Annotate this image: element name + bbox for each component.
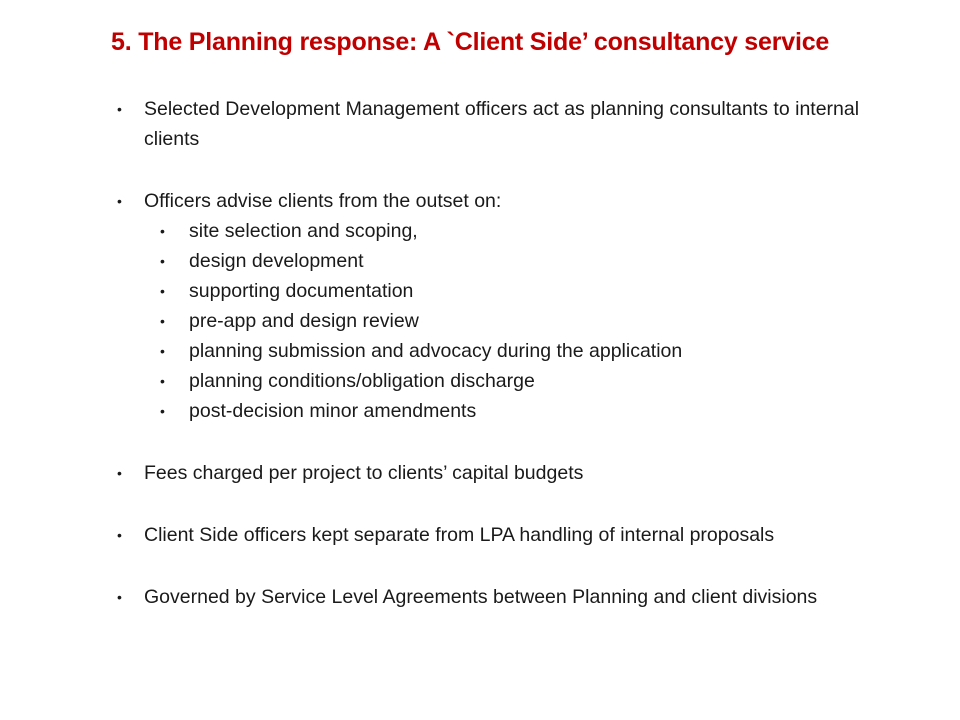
slide-title: 5. The Planning response: A `Client Side’ consultancy service (111, 28, 830, 56)
sub-bullet-text: design development (189, 250, 364, 272)
sub-bullet-point (0, 336, 889, 366)
bullet-text: Selected Development Management officers act as planning consultants to internal clients (144, 98, 860, 150)
sub-bullet-point (0, 306, 889, 336)
bullet-point (0, 94, 884, 154)
bullet-point (0, 582, 884, 612)
bullet-text: Officers advise clients from the outset on: (144, 190, 502, 212)
bullet-icon: • (160, 223, 165, 239)
bullet-text: Fees charged per project to clients’ capital budgets (144, 462, 584, 484)
bullet-point (0, 458, 884, 488)
bullet-icon: • (160, 283, 165, 299)
bullet-icon: • (117, 465, 122, 481)
bullet-icon: • (117, 101, 122, 117)
bullet-icon: • (160, 403, 165, 419)
bullet-icon: • (160, 373, 165, 389)
bullet-icon: • (160, 313, 165, 329)
bullet-icon: • (160, 343, 165, 359)
bullet-icon: • (117, 193, 122, 209)
bullet-icon: • (160, 253, 165, 269)
bullet-text: Governed by Service Level Agreements between Planning and client divisions (144, 586, 818, 608)
sub-bullet-point (0, 366, 889, 396)
bullet-text: Client Side officers kept separate from LPA handling of internal proposals (144, 524, 775, 546)
bullet-point (0, 520, 884, 550)
sub-bullet-point (0, 246, 889, 276)
sub-bullet-point (0, 396, 889, 426)
sub-bullet-text: planning submission and advocacy during the application (189, 340, 683, 362)
sub-bullet-point (0, 276, 889, 306)
bullet-icon: • (117, 589, 122, 605)
sub-bullet-text: pre-app and design review (189, 310, 419, 332)
bullet-point (0, 186, 884, 216)
bullet-list (0, 94, 960, 612)
sub-bullet-text: site selection and scoping, (189, 220, 418, 242)
sub-bullet-point (0, 216, 889, 246)
sub-bullet-text: planning conditions/obligation discharge (189, 370, 535, 392)
bullet-icon: • (117, 527, 122, 543)
sub-bullet-text: post-decision minor amendments (189, 400, 477, 422)
sub-bullet-text: supporting documentation (189, 280, 414, 302)
